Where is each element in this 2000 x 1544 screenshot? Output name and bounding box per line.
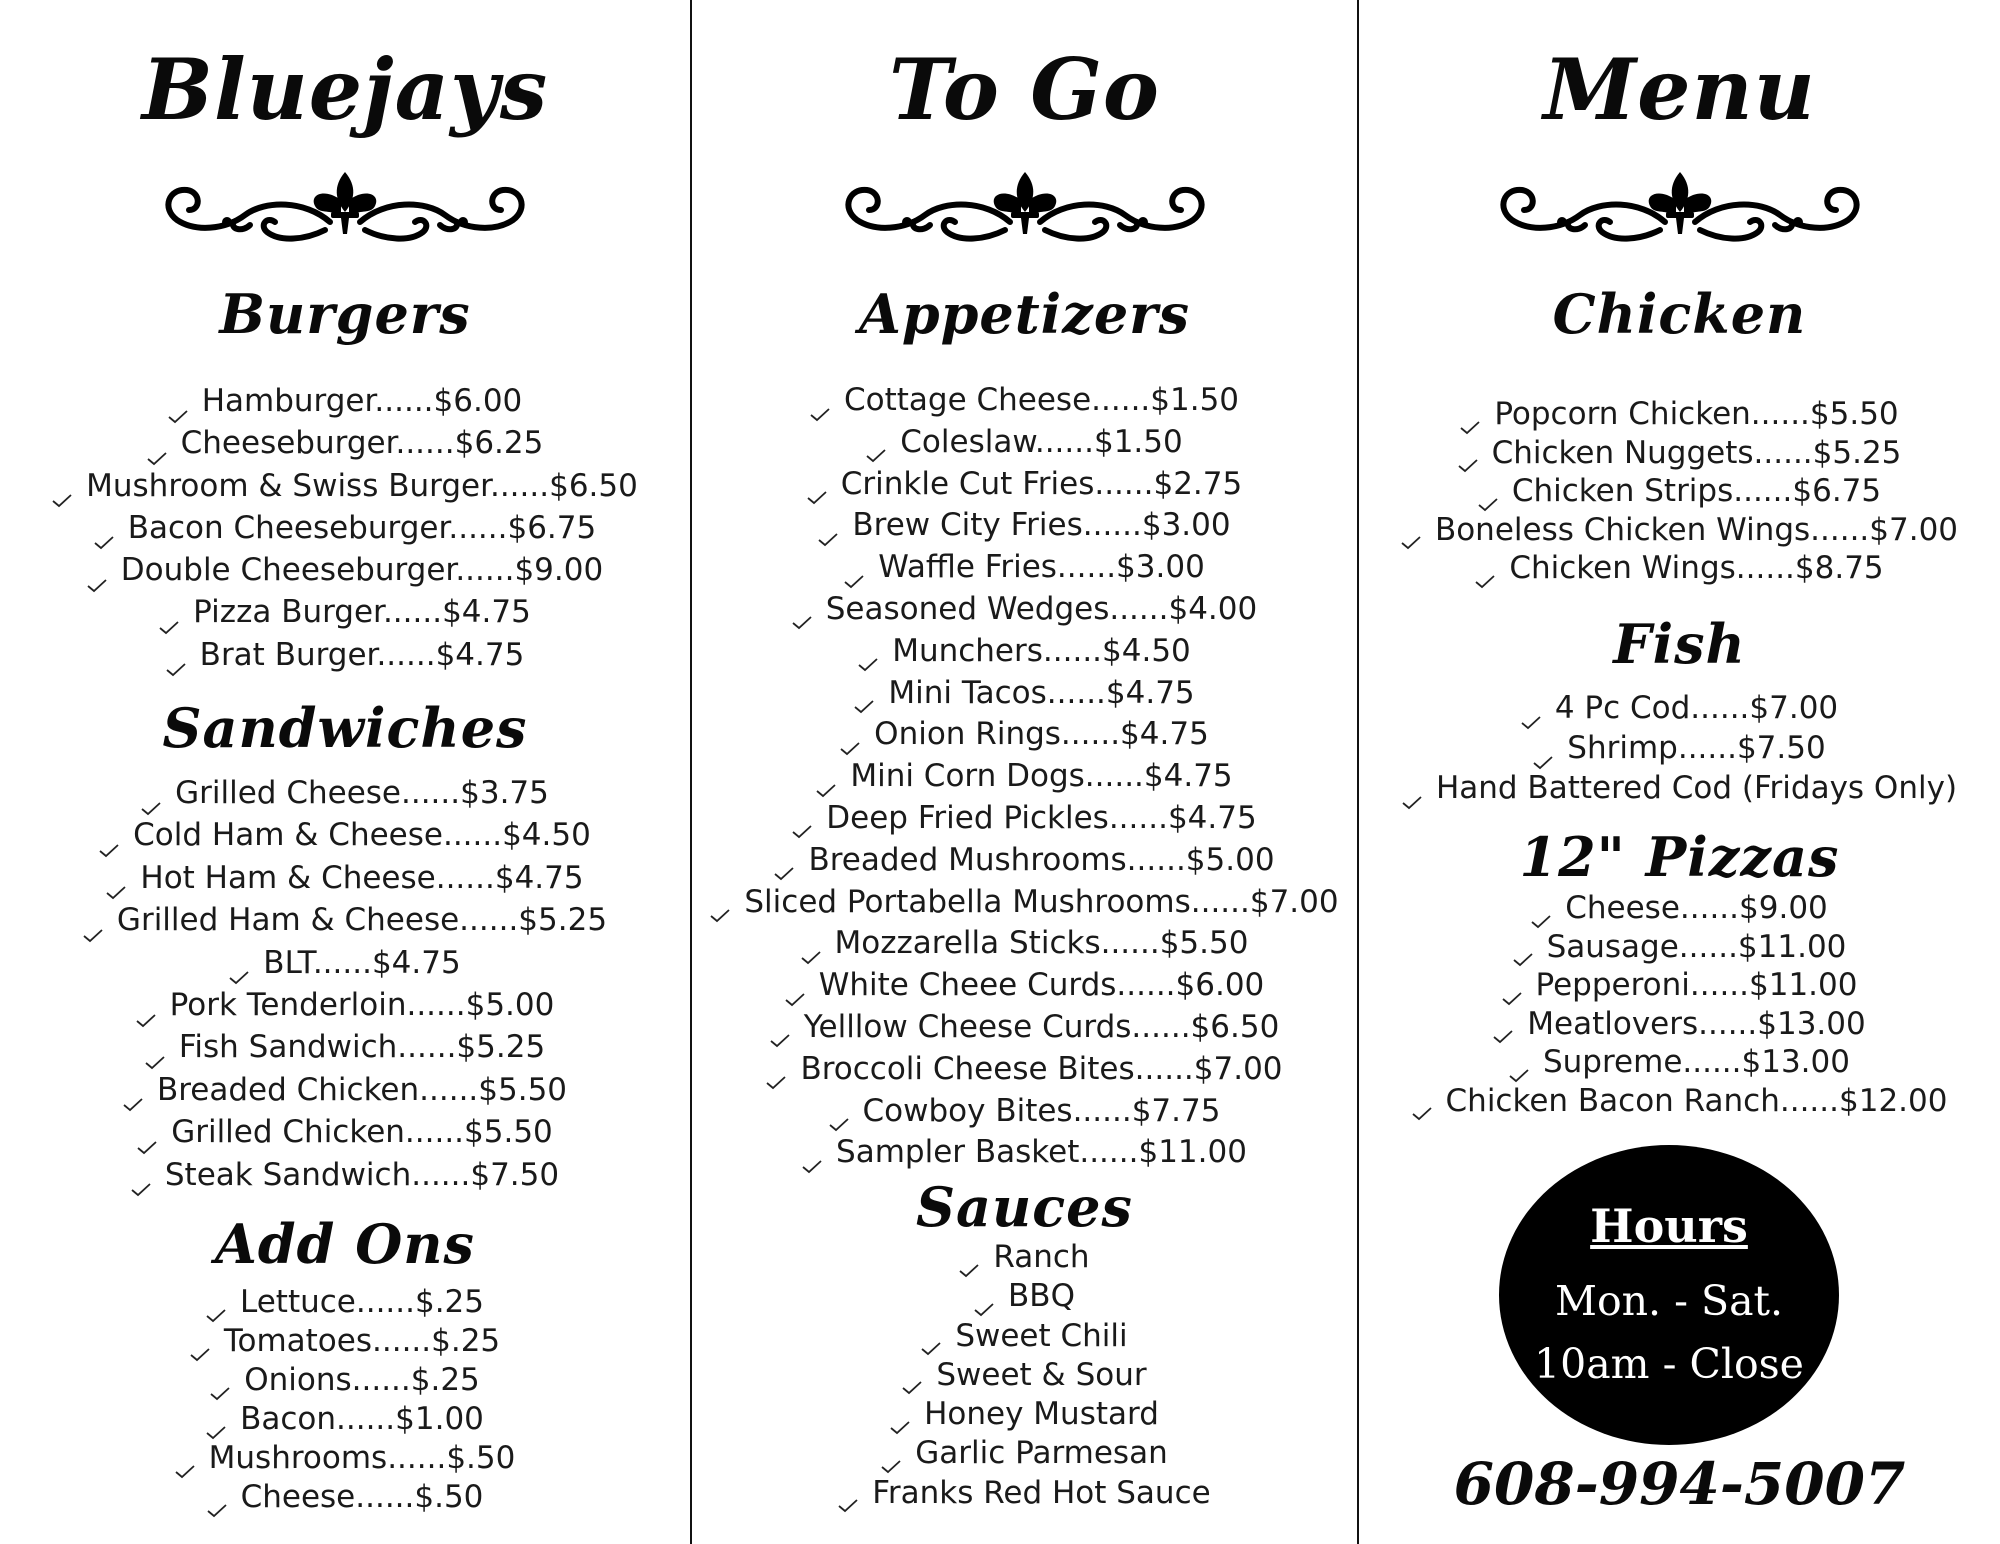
menu-item bbox=[692, 505, 1357, 547]
checkmark-icon bbox=[1509, 1054, 1529, 1068]
menu-item-text: Cheese......$9.00 bbox=[1565, 890, 1828, 926]
menu-item-text: Onions......$.25 bbox=[244, 1362, 480, 1398]
menu-item bbox=[0, 1439, 690, 1478]
menu-item bbox=[0, 507, 690, 549]
menu-item bbox=[1359, 511, 2000, 550]
menu-item-text: Tomatoes......$.25 bbox=[223, 1323, 501, 1359]
menu-item-text: Bacon......$1.00 bbox=[240, 1401, 484, 1437]
menu-item-text: Franks Red Hot Sauce bbox=[872, 1474, 1211, 1511]
checkmark-icon bbox=[145, 1039, 165, 1053]
menu-item-text: Sliced Portabella Mushrooms......$7.00 bbox=[744, 883, 1339, 920]
menu-item bbox=[692, 882, 1357, 924]
menu-item-text: Sampler Basket......$11.00 bbox=[836, 1134, 1247, 1171]
menu-panel-right bbox=[1359, 0, 2000, 1544]
menu-item bbox=[692, 1238, 1357, 1277]
checkmark-icon bbox=[136, 997, 156, 1011]
hours-badge bbox=[1499, 1145, 1839, 1445]
menu-item-text: Popcorn Chicken......$5.50 bbox=[1494, 396, 1899, 432]
menu-item-text: BLT......$4.75 bbox=[263, 944, 461, 981]
checkmark-icon bbox=[159, 604, 179, 618]
menu-item-text: Sweet & Sour bbox=[936, 1356, 1147, 1393]
checkmark-icon bbox=[83, 912, 103, 926]
menu-item-text: Chicken Wings......$8.75 bbox=[1509, 550, 1884, 586]
menu-item bbox=[692, 1317, 1357, 1356]
menu-item-text: Double Cheeseburger......$9.00 bbox=[120, 552, 604, 589]
menu-item bbox=[692, 965, 1357, 1007]
section-heading-sauces: Sauces bbox=[916, 1175, 1133, 1239]
menu-item bbox=[0, 772, 690, 814]
menu-title-bluejays: Bluejays bbox=[141, 40, 549, 139]
menu-item-text: Honey Mustard bbox=[924, 1396, 1159, 1433]
menu-item-text: Brew City Fries......$3.00 bbox=[852, 507, 1231, 544]
checkmark-icon bbox=[829, 1102, 849, 1116]
ornament-icon bbox=[1490, 170, 1870, 254]
menu-item-text: Cold Ham & Cheese......$4.50 bbox=[133, 817, 591, 854]
menu-item-text: Munchers......$4.50 bbox=[892, 632, 1191, 669]
checkmark-icon bbox=[792, 809, 812, 823]
menu-item-text: Hand Battered Cod (Fridays Only) bbox=[1435, 770, 1958, 806]
add-ons-list bbox=[0, 1283, 690, 1517]
checkmark-icon bbox=[890, 1406, 910, 1420]
menu-item bbox=[0, 942, 690, 984]
checkmark-icon bbox=[1493, 1015, 1513, 1029]
menu-item-text: Onion Rings......$4.75 bbox=[874, 716, 1209, 753]
checkmark-icon bbox=[166, 646, 186, 660]
menu-item bbox=[1359, 395, 2000, 434]
menu-item bbox=[692, 1007, 1357, 1049]
menu-item bbox=[692, 798, 1357, 840]
checkmark-icon bbox=[94, 519, 114, 533]
menu-item bbox=[0, 380, 690, 422]
checkmark-icon bbox=[766, 1060, 786, 1074]
menu-item bbox=[692, 1091, 1357, 1133]
menu-item-text: Chicken Bacon Ranch......$12.00 bbox=[1445, 1082, 1948, 1119]
checkmark-icon bbox=[858, 642, 878, 656]
menu-item bbox=[0, 1026, 690, 1068]
checkmark-icon bbox=[774, 851, 794, 865]
menu-item bbox=[692, 1474, 1357, 1513]
menu-item-text: Hot Ham & Cheese......$4.75 bbox=[140, 859, 584, 896]
phone-number: 608-994-5007 bbox=[1453, 1450, 1906, 1518]
menu-item-text: Pepperoni......$11.00 bbox=[1535, 967, 1858, 1004]
hours-title: Hours bbox=[1590, 1199, 1748, 1253]
checkmark-icon bbox=[52, 477, 72, 491]
checkmark-icon bbox=[123, 1081, 143, 1095]
menu-item bbox=[0, 1322, 690, 1361]
menu-item bbox=[1359, 1082, 2000, 1121]
menu-item-text: Sausage......$11.00 bbox=[1546, 928, 1847, 965]
menu-item-text: Mini Corn Dogs......$4.75 bbox=[850, 758, 1233, 795]
hours-days: Mon. - Sat. bbox=[1554, 1277, 1784, 1325]
menu-item bbox=[0, 1069, 690, 1111]
menu-item bbox=[0, 1361, 690, 1400]
appetizers-list bbox=[692, 380, 1357, 1174]
menu-item-text: Mushrooms......$.50 bbox=[208, 1440, 516, 1476]
menu-item-text: Coleslaw......$1.50 bbox=[900, 423, 1183, 460]
menu-item bbox=[692, 673, 1357, 715]
checkmark-icon bbox=[1401, 521, 1421, 535]
menu-item bbox=[0, 634, 690, 676]
menu-item bbox=[692, 1395, 1357, 1434]
checkmark-icon bbox=[921, 1327, 941, 1341]
checkmark-icon bbox=[87, 562, 107, 576]
menu-item-text: Pork Tenderloin......$5.00 bbox=[169, 987, 555, 1024]
menu-item-text: White Cheee Curds......$6.00 bbox=[818, 967, 1265, 1004]
menu-item-text: Yelllow Cheese Curds......$6.50 bbox=[803, 1008, 1280, 1045]
menu-item bbox=[0, 422, 690, 464]
menu-item bbox=[692, 840, 1357, 882]
checkmark-icon bbox=[1412, 1092, 1432, 1106]
checkmark-icon bbox=[1533, 740, 1553, 754]
menu-item bbox=[692, 923, 1357, 965]
checkmark-icon bbox=[229, 954, 249, 968]
menu-title-to-go: To Go bbox=[889, 40, 1160, 139]
menu-item-text: Steak Sandwich......$7.50 bbox=[164, 1156, 560, 1193]
checkmark-icon bbox=[838, 1484, 858, 1498]
menu-item-text: Shrimp......$7.50 bbox=[1567, 730, 1826, 766]
chicken-list bbox=[1359, 395, 2000, 588]
checkmark-icon bbox=[902, 1366, 922, 1380]
checkmark-icon bbox=[175, 1450, 195, 1464]
menu-item-text: Breaded Chicken......$5.50 bbox=[156, 1071, 568, 1108]
menu-item-text: Seasoned Wedges......$4.00 bbox=[825, 590, 1258, 627]
sandwiches-list bbox=[0, 772, 690, 1196]
menu-item bbox=[692, 422, 1357, 464]
menu-item bbox=[692, 1049, 1357, 1091]
hours-times: 10am - Close bbox=[1534, 1340, 1804, 1388]
checkmark-icon bbox=[792, 600, 812, 614]
menu-item-text: Chicken Strips......$6.75 bbox=[1511, 473, 1882, 509]
checkmark-icon bbox=[1513, 938, 1533, 952]
menu-item-text: Hamburger......$6.00 bbox=[201, 383, 523, 419]
checkmark-icon bbox=[974, 1288, 994, 1302]
menu-item bbox=[0, 1154, 690, 1196]
checkmark-icon bbox=[816, 768, 836, 782]
menu-item-text: Breaded Mushrooms......$5.00 bbox=[808, 841, 1275, 878]
menu-item-text: Crinkle Cut Fries......$2.75 bbox=[840, 465, 1243, 502]
menu-item bbox=[1359, 889, 2000, 928]
menu-item-text: Deep Fried Pickles......$4.75 bbox=[826, 799, 1257, 836]
menu-item-text: Grilled Cheese......$3.75 bbox=[175, 775, 549, 811]
menu-item-text: Mozzarella Sticks......$5.50 bbox=[834, 925, 1249, 962]
sauces-list bbox=[692, 1238, 1357, 1513]
checkmark-icon bbox=[131, 1166, 151, 1180]
ornament-icon bbox=[835, 170, 1215, 254]
checkmark-icon bbox=[818, 517, 838, 531]
menu-item-text: Garlic Parmesan bbox=[915, 1435, 1168, 1472]
menu-item-text: Mini Tacos......$4.75 bbox=[888, 674, 1195, 711]
menu-item bbox=[1359, 1005, 2000, 1044]
menu-item bbox=[692, 756, 1357, 798]
menu-item-text: Bacon Cheeseburger......$6.75 bbox=[127, 509, 597, 546]
checkmark-icon bbox=[1521, 700, 1541, 714]
menu-item bbox=[692, 589, 1357, 631]
pizzas-list bbox=[1359, 889, 2000, 1121]
section-heading-chicken: Chicken bbox=[1552, 282, 1807, 346]
menu-item-text: Cottage Cheese......$1.50 bbox=[843, 382, 1240, 418]
menu-item bbox=[692, 380, 1357, 422]
checkmark-icon bbox=[810, 392, 830, 406]
menu-item bbox=[0, 814, 690, 856]
menu-item bbox=[692, 1277, 1357, 1316]
section-heading-appetizers: Appetizers bbox=[858, 282, 1191, 346]
section-heading-burgers: Burgers bbox=[219, 282, 471, 346]
menu-item-text: Grilled Chicken......$5.50 bbox=[171, 1114, 553, 1151]
checkmark-icon bbox=[206, 1411, 226, 1425]
menu-panel-left bbox=[0, 0, 690, 1544]
checkmark-icon bbox=[844, 559, 864, 573]
ornament-icon bbox=[155, 170, 535, 254]
menu-item-text: Meatlovers......$13.00 bbox=[1527, 1005, 1866, 1042]
menu-item-text: Broccoli Cheese Bites......$7.00 bbox=[800, 1050, 1283, 1087]
checkmark-icon bbox=[881, 1445, 901, 1459]
menu-item-text: Cheese......$.50 bbox=[240, 1479, 484, 1515]
menu-item-text: Cheeseburger......$6.25 bbox=[180, 425, 544, 462]
checkmark-icon bbox=[710, 893, 730, 907]
menu-item bbox=[1359, 928, 2000, 967]
checkmark-icon bbox=[1402, 780, 1422, 794]
section-heading-pizzas: 12" Pizzas bbox=[1519, 825, 1840, 889]
menu-item bbox=[692, 714, 1357, 756]
menu-item bbox=[0, 857, 690, 899]
menu-item bbox=[692, 547, 1357, 589]
menu-item bbox=[0, 984, 690, 1026]
menu-item bbox=[1359, 728, 2000, 768]
checkmark-icon bbox=[106, 869, 126, 883]
checkmark-icon bbox=[840, 726, 860, 740]
menu-item bbox=[1359, 434, 2000, 473]
checkmark-icon bbox=[147, 435, 167, 449]
menu-item-text: BBQ bbox=[1008, 1278, 1075, 1315]
checkmark-icon bbox=[1531, 900, 1551, 914]
menu-item bbox=[0, 1283, 690, 1322]
section-heading-add-ons: Add Ons bbox=[215, 1212, 475, 1276]
checkmark-icon bbox=[854, 684, 874, 698]
menu-item bbox=[0, 1478, 690, 1517]
fish-list bbox=[1359, 688, 2000, 808]
checkmark-icon bbox=[801, 935, 821, 949]
menu-item bbox=[1359, 472, 2000, 511]
menu-item bbox=[0, 549, 690, 591]
menu-item-text: Sweet Chili bbox=[955, 1317, 1128, 1354]
menu-item bbox=[1359, 549, 2000, 588]
checkmark-icon bbox=[207, 1489, 227, 1503]
menu-item bbox=[0, 1111, 690, 1153]
checkmark-icon bbox=[210, 1372, 230, 1386]
checkmark-icon bbox=[99, 827, 119, 841]
checkmark-icon bbox=[770, 1018, 790, 1032]
menu-item-text: Waffle Fries......$3.00 bbox=[878, 549, 1205, 586]
menu-item bbox=[1359, 966, 2000, 1005]
checkmark-icon bbox=[168, 393, 188, 407]
menu-item-text: Fish Sandwich......$5.25 bbox=[178, 1029, 546, 1066]
checkmark-icon bbox=[785, 977, 805, 991]
menu-item bbox=[692, 1434, 1357, 1473]
section-heading-sandwiches: Sandwiches bbox=[162, 696, 528, 760]
menu-item-text: Mushroom & Swiss Burger......$6.50 bbox=[86, 467, 638, 504]
burgers-list bbox=[0, 380, 690, 676]
checkmark-icon bbox=[1502, 977, 1522, 991]
menu-item-text: Brat Burger......$4.75 bbox=[199, 636, 525, 673]
checkmark-icon bbox=[959, 1249, 979, 1263]
menu-item-text: Chicken Nuggets......$5.25 bbox=[1491, 434, 1902, 471]
checkmark-icon bbox=[807, 475, 827, 489]
checkmark-icon bbox=[137, 1124, 157, 1138]
menu-item-text: 4 Pc Cod......$7.00 bbox=[1554, 690, 1839, 726]
menu-item-text: Boneless Chicken Wings......$7.00 bbox=[1434, 511, 1959, 548]
checkmark-icon bbox=[1458, 444, 1478, 458]
menu-item-text: Grilled Ham & Cheese......$5.25 bbox=[116, 902, 608, 939]
section-heading-fish: Fish bbox=[1613, 612, 1746, 676]
menu-item-text: Supreme......$13.00 bbox=[1542, 1044, 1850, 1081]
menu-panel-middle bbox=[692, 0, 1357, 1544]
menu-title-menu: Menu bbox=[1543, 40, 1816, 139]
menu-item bbox=[692, 631, 1357, 673]
menu-item bbox=[1359, 1043, 2000, 1082]
checkmark-icon bbox=[866, 433, 886, 447]
menu-item bbox=[0, 591, 690, 633]
menu-item-text: Ranch bbox=[993, 1239, 1090, 1275]
menu-item bbox=[692, 1356, 1357, 1395]
checkmark-icon bbox=[802, 1144, 822, 1158]
checkmark-icon bbox=[190, 1333, 210, 1347]
menu-item bbox=[0, 1400, 690, 1439]
menu-item bbox=[0, 899, 690, 941]
menu-item-text: Lettuce......$.25 bbox=[239, 1284, 485, 1320]
checkmark-icon bbox=[1478, 483, 1498, 497]
checkmark-icon bbox=[1475, 560, 1495, 574]
menu-item bbox=[692, 464, 1357, 506]
checkmark-icon bbox=[141, 785, 161, 799]
menu-item bbox=[692, 1132, 1357, 1174]
menu-item bbox=[0, 465, 690, 507]
menu-item-text: Cowboy Bites......$7.75 bbox=[862, 1092, 1221, 1129]
menu-item bbox=[1359, 768, 2000, 808]
checkmark-icon bbox=[206, 1294, 226, 1308]
menu-item-text: Pizza Burger......$4.75 bbox=[193, 594, 531, 631]
menu-item bbox=[1359, 688, 2000, 728]
checkmark-icon bbox=[1460, 406, 1480, 420]
